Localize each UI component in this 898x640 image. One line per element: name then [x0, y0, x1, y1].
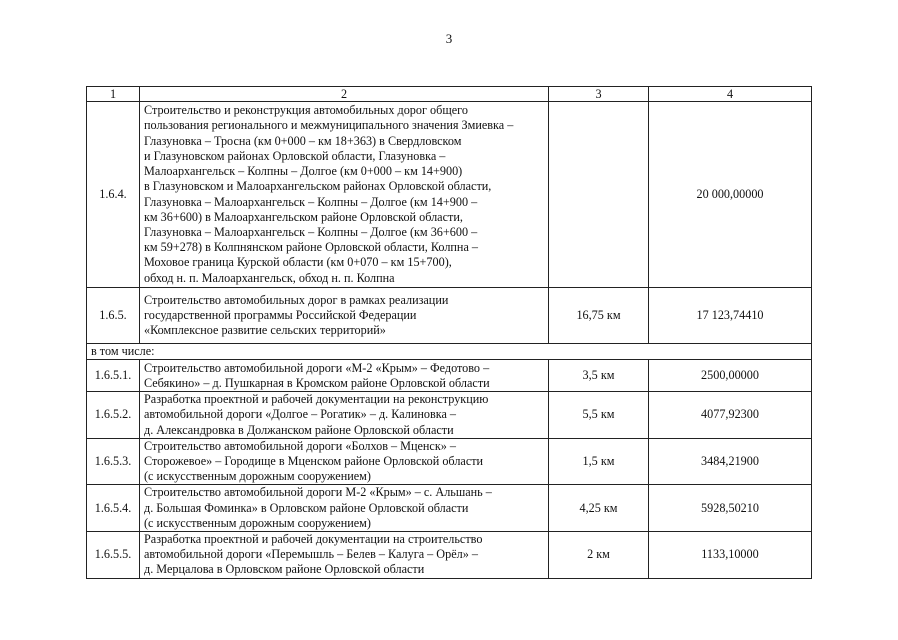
- row-description: [140, 102, 549, 288]
- description-line: Строительство автомобильной дороги «Болхов – Мценск» –: [144, 438, 456, 453]
- description-line: д. Мерцалова в Орловском районе Орловской области: [144, 562, 425, 577]
- description-line: Строительство автомобильных дорог в рамках реализации: [144, 292, 449, 307]
- description-line: км 36+600) в Малоархангельском районе Орловской области,: [144, 209, 463, 224]
- row-number: 1.6.5.2.: [87, 392, 140, 439]
- column-header-1: 1: [87, 87, 140, 102]
- row-description: [140, 392, 549, 439]
- description-line: Разработка проектной и рабочей документации на строительство: [144, 532, 483, 547]
- row-number: 1.6.5.5.: [87, 532, 140, 579]
- row-amount: 20 000,00000: [649, 102, 812, 288]
- description-line: (с искусственным дорожным сооружением): [144, 469, 371, 484]
- description-line: Разработка проектной и рабочей документации на реконструкцию: [144, 392, 489, 407]
- row-number: 1.6.5.1.: [87, 360, 140, 392]
- description-line: Сторожевое» – Городище в Мценском районе Орловской области: [144, 454, 484, 469]
- subheader-label: в том числе:: [87, 344, 812, 360]
- row-description: [140, 485, 549, 532]
- column-header-4: 4: [649, 87, 812, 102]
- row-description: [140, 532, 549, 579]
- description-line: Строительство автомобильной дороги М-2 «Крым» – с. Альшань –: [144, 485, 492, 500]
- table-row: [87, 392, 812, 439]
- description-line: в Глазуновском и Малоархангельском районах Орловской области,: [144, 179, 492, 194]
- description-line: Глазуновка – Тросна (км 0+000 – км 18+363) в Свердловском: [144, 133, 462, 148]
- table-row: [87, 438, 812, 485]
- row-description: [140, 438, 549, 485]
- description-line: обход н. п. Малоархангельск, обход н. п. Колпна: [144, 270, 395, 285]
- row-length: 3,5 км: [549, 360, 649, 392]
- row-description: [140, 360, 549, 392]
- row-amount: 2500,00000: [649, 360, 812, 392]
- row-number: 1.6.5.3.: [87, 438, 140, 485]
- row-amount: 4077,92300: [649, 392, 812, 439]
- description-line: автомобильной дороги «Перемышль – Белев – Калуга – Орёл» –: [144, 547, 478, 562]
- row-length: 5,5 км: [549, 392, 649, 439]
- description-line: Глазуновка – Малоархангельск – Колпны – Долгое (км 14+900 –: [144, 194, 478, 209]
- row-description: [140, 288, 549, 344]
- table-row: [87, 288, 812, 344]
- description-line: пользования регионального и межмуниципального значения Змиевка –: [144, 118, 514, 133]
- description-line: Себякино» – д. Пушкарная в Кромском районе Орловской области: [144, 375, 490, 390]
- description-line: км 59+278) в Колпнянском районе Орловской области, Колпна –: [144, 240, 478, 255]
- table-row: [87, 485, 812, 532]
- row-number: 1.6.5.: [87, 288, 140, 344]
- row-length: [549, 102, 649, 288]
- row-length: 4,25 км: [549, 485, 649, 532]
- description-line: Строительство и реконструкция автомобильных дорог общего: [144, 103, 468, 118]
- description-line: и Глазуновском районах Орловской области, Глазуновка –: [144, 148, 446, 163]
- road-construction-table: [86, 86, 812, 579]
- table-header-row: [87, 87, 812, 102]
- column-header-2: 2: [140, 87, 549, 102]
- description-line: государственной программы Российской Федерации: [144, 307, 417, 322]
- description-line: д. Александровка в Должанском районе Орловской области: [144, 422, 454, 437]
- row-length: 2 км: [549, 532, 649, 579]
- row-amount: 3484,21900: [649, 438, 812, 485]
- row-number: 1.6.5.4.: [87, 485, 140, 532]
- description-line: автомобильной дороги «Долгое – Рогатик» – д. Калиновка –: [144, 407, 456, 422]
- row-length: 1,5 км: [549, 438, 649, 485]
- row-amount: 1133,10000: [649, 532, 812, 579]
- table-row: [87, 532, 812, 579]
- table-row: [87, 102, 812, 288]
- description-line: (с искусственным дорожным сооружением): [144, 515, 371, 530]
- description-line: «Комплексное развитие сельских территорий»: [144, 323, 386, 338]
- description-line: д. Большая Фоминка» в Орловском районе Орловской области: [144, 500, 469, 515]
- column-header-3: 3: [549, 87, 649, 102]
- description-line: Глазуновка – Малоархангельск – Колпны – Долгое (км 36+600 –: [144, 224, 478, 239]
- row-length: 16,75 км: [549, 288, 649, 344]
- table-row: [87, 360, 812, 392]
- page-number: 3: [445, 31, 453, 46]
- subheader-row: [87, 344, 812, 360]
- description-line: Строительство автомобильной дороги «М-2 «Крым» – Федотово –: [144, 360, 490, 375]
- row-amount: 5928,50210: [649, 485, 812, 532]
- row-amount: 17 123,74410: [649, 288, 812, 344]
- row-number: 1.6.4.: [87, 102, 140, 288]
- description-line: Малоархангельск – Колпны – Долгое (км 0+000 – км 14+900): [144, 164, 463, 179]
- description-line: Моховое граница Курской области (км 0+070 – км 15+700),: [144, 255, 452, 270]
